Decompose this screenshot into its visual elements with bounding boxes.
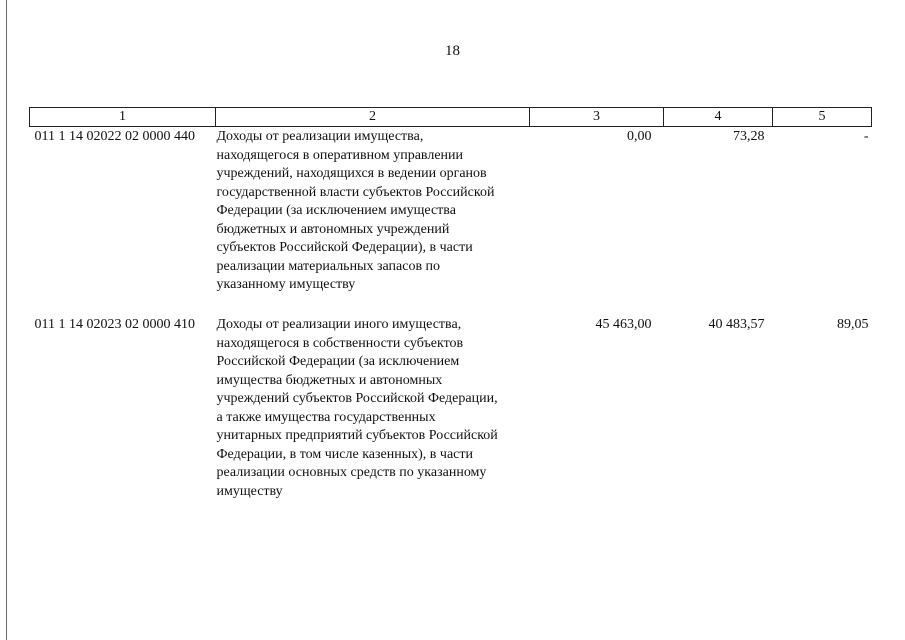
table-header-row	[30, 108, 872, 127]
revenue-name-line: находящегося в собственности субъектов	[216, 335, 464, 351]
revenue-name-line: находящегося в оперативном управлении	[216, 147, 464, 163]
header-col-2: 2	[216, 108, 530, 127]
revenue-name-line: учреждений, находящихся в ведении органов	[216, 166, 487, 181]
header-col-4: 4	[664, 108, 773, 127]
column-5-value: -	[863, 129, 869, 144]
revenue-name-line: а также имущества государственных	[216, 409, 436, 425]
revenue-name-line: Российской Федерации (за исключением	[216, 354, 460, 369]
revenue-name-line: унитарных предприятий субъектов Российской	[216, 428, 498, 443]
revenue-name-line: Доходы от реализации иного имущества,	[216, 317, 462, 332]
revenue-name-line: Федерации, в том числе казенных), в части	[216, 446, 473, 462]
scan-left-edge-line	[6, 0, 7, 640]
column-3-value: 45 463,00	[595, 317, 652, 332]
budget-revenue-table	[29, 107, 872, 516]
table-row	[30, 316, 872, 516]
page-number: 18	[445, 43, 460, 59]
table-row	[30, 127, 872, 317]
revenue-name-line: учреждений субъектов Российской Федерации,	[216, 391, 498, 406]
revenue-name-line: субъектов Российской Федерации), в части	[216, 240, 473, 255]
column-4-value: 73,28	[733, 129, 765, 144]
header-col-3: 3	[530, 108, 664, 127]
header-col-5: 5	[773, 108, 872, 127]
column-5-value: 89,05	[837, 317, 869, 332]
budget-code-cell: 011 1 14 02022 02 0000 440	[34, 129, 195, 144]
revenue-name-line: указанному имуществу	[216, 277, 356, 292]
column-4-value: 40 483,57	[708, 317, 765, 332]
revenue-name-line: Доходы от реализации имущества,	[216, 129, 424, 144]
budget-code-cell: 011 1 14 02023 02 0000 410	[34, 317, 195, 332]
revenue-name-line: бюджетных и автономных учреждений	[216, 221, 450, 237]
column-3-value: 0,00	[627, 129, 652, 144]
revenue-name-line: имущества бюджетных и автономных	[216, 372, 443, 388]
revenue-name-line: реализации материальных запасов по	[216, 258, 441, 274]
revenue-name-line: реализации основных средств по указанному	[216, 465, 487, 480]
revenue-name-cell	[216, 316, 530, 516]
revenue-name-line: Федерации (за исключением имущества	[216, 203, 456, 218]
revenue-name-cell	[216, 127, 530, 317]
revenue-name-line: имуществу	[216, 483, 283, 499]
revenue-name-line: государственной власти субъектов Российской	[216, 184, 495, 200]
header-col-1: 1	[30, 108, 216, 127]
